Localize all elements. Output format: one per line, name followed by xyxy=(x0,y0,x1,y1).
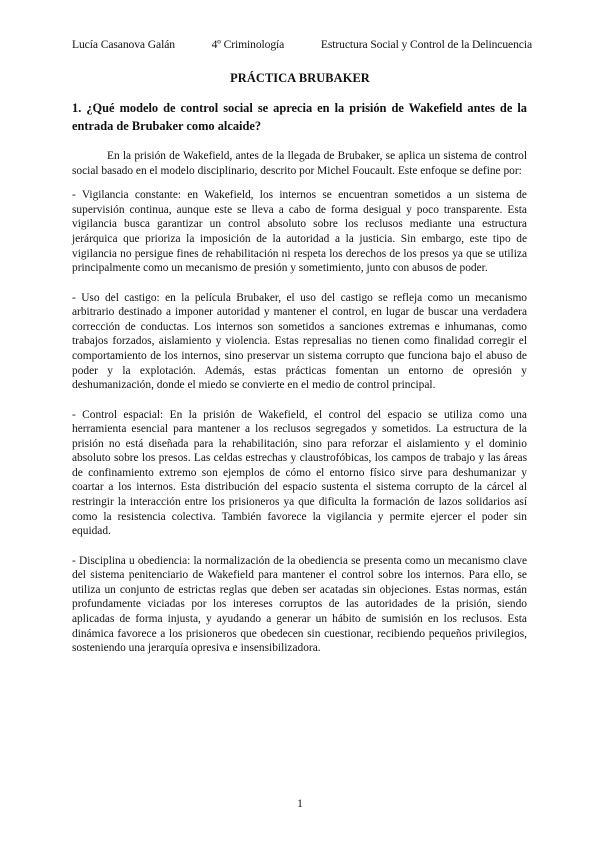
document-body xyxy=(72,149,527,671)
paragraph-vigilancia: - Vigilancia constante: en Wakefield, los internos se encuentran sometidos a un sistema de supervisión continua, aunque este se lleva a cabo de forma desigual y poco transparente. Esta vigilancia busca garantizar un control absoluto sobre los reclusos mediante una estructura jerárquica que prioriza la imposición de la autoridad a la justicia. Sin embargo, este tipo de vigilancia no persigue fines de rehabilitación ni respeta los derechos de los presos ya que se utiliza principalmente como un mecanismo de presión y sometimiento, junto con abusos de poder. xyxy=(72,189,527,275)
paragraph-disciplina: - Disciplina u obediencia: la normalización de la obediencia se presenta como un mecanismo clave del sistema penitenciario de Wakefield para mantener el control sobre los internos. Para ello, se utiliza un conjunto de estrictas reglas que deben ser acatadas sin objeciones. Estas normas, están profundamente viciadas por los intereses corruptos de las autoridades de la prisión, siendo aplicadas de forma injusta, y ayudando a generar un hábito de sumisión en los reclusos. Esta dinámica favorece a los prisioneros que obedecen sin cuestionar, recibiendo pequeños privilegios, sosteniendo una jerarquía opresiva e insensibilizadora. xyxy=(72,554,527,655)
paragraph-intro: En la prisión de Wakefield, antes de la llegada de Brubaker, se aplica un sistema de control social basado en el modelo disciplinario, descrito por Michel Foucault. Este enfoque se define por: xyxy=(72,150,527,177)
header-author: Lucía Casanova Galán xyxy=(72,38,175,51)
page-header xyxy=(72,38,532,51)
paragraph-control-espacial: - Control espacial: En la prisión de Wakefield, el control del espacio se utiliza como una herramienta esencial para mantener a los reclusos segregados y sometidos. La estructura de la prisión no está diseñada para la rehabilitación, sino para reforzar el aislamiento y el dominio absoluto sobre los presos. Las celdas estrechas y claustrofóbicas, los campos de trabajo y las áreas de confinamiento extremo son ejemplos de cómo el entorno físico sirve para deshumanizar y coartar a los internos. Esta distribución del espacio sustenta el sistema corrupto de la cárcel al restringir la interacción entre los prisioneros ya que dificulta la formación de lazos solidarios así como la resistencia colectiva. También favorece la vigilancia y permite ejercer el poder sin equidad. xyxy=(72,408,527,538)
question-heading: 1. ¿Qué modelo de control social se aprecia en la prisión de Wakefield antes de la entrada de Brubaker como alcaide? xyxy=(72,101,527,133)
header-course: 4º Criminología xyxy=(211,38,285,51)
page-number: 1 xyxy=(297,798,303,810)
document-title: PRÁCTICA BRUBAKER xyxy=(230,71,370,85)
paragraph-castigo: - Uso del castigo: en la película Brubaker, el uso del castigo se refleja como un mecanismo arbitrario destinado a imponer autoridad y mantener el control, en lugar de buscar una verdadera corrección de conductas. Los internos son sometidos a sanciones extremas e inhumanas, como trabajos forzados, aislamiento y violencia. Estas represalias no tienen como finalidad corregir el comportamiento de los internos, sino preservar un sistema corrupto que funciona bajo el abuso de poder y la explotación. Además, estas prácticas fomentan un entorno de opresión y deshumanización, donde el miedo se convierte en el medio de control principal. xyxy=(72,291,527,392)
header-subject: Estructura Social y Control de la Delincuencia xyxy=(320,38,532,51)
